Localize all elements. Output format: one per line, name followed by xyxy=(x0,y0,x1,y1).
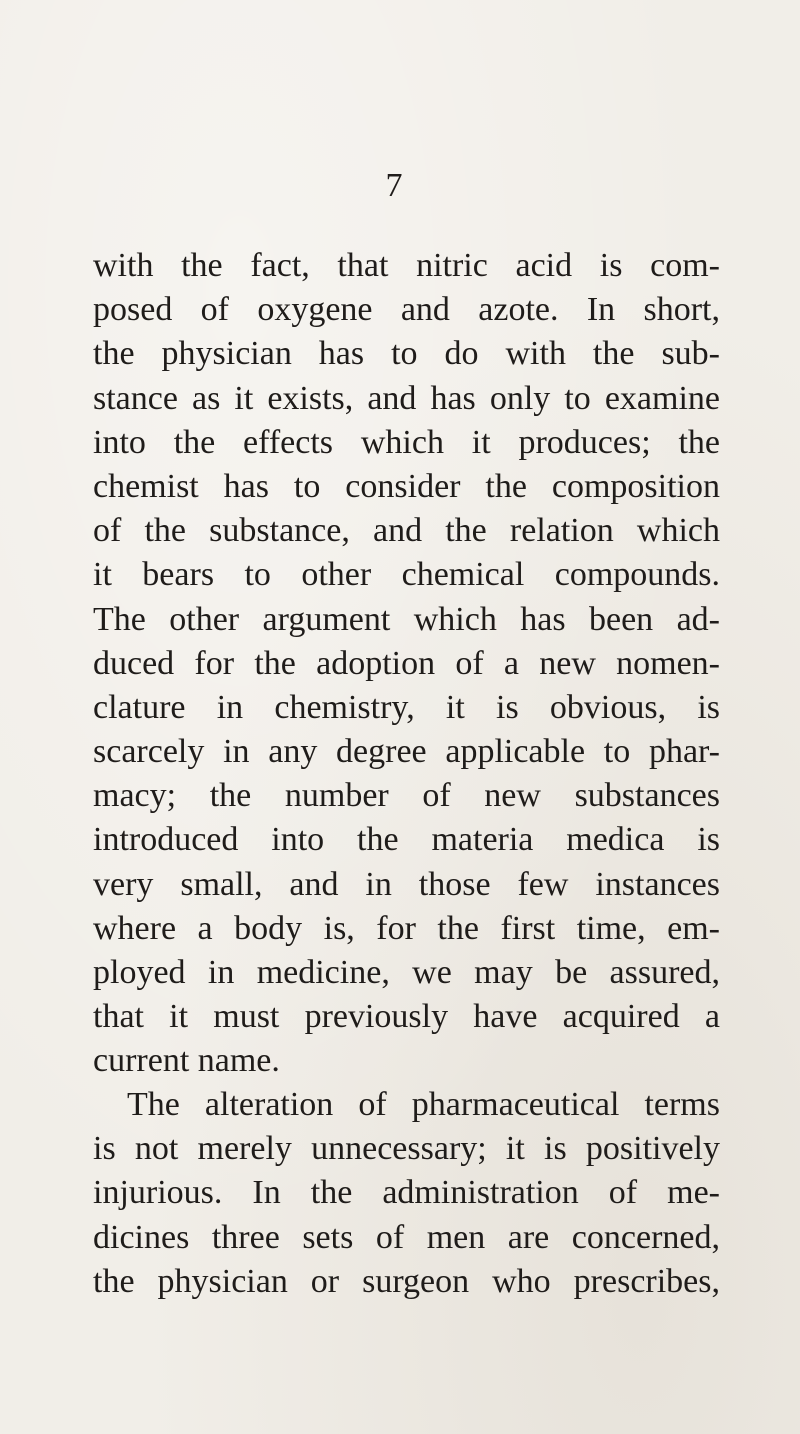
page-number: 7 xyxy=(385,167,403,204)
text-line: that it must previously have acquired a xyxy=(93,998,720,1036)
text-line: where a body is, for the first time, em- xyxy=(93,909,720,947)
text-line: very small, and in those few instances xyxy=(93,865,720,903)
text-line: posed of oxygene and azote. In short, xyxy=(93,291,720,329)
text-line: is not merely unnecessary; it is positively xyxy=(93,1130,720,1168)
text-line: introduced into the materia medica is xyxy=(93,821,720,859)
text-line: scarcely in any degree applicable to phar- xyxy=(93,733,720,771)
text-line: the physician has to do with the sub- xyxy=(93,335,720,373)
text-line: dicines three sets of men are concerned, xyxy=(93,1218,720,1256)
text-line: into the effects which it produces; the xyxy=(93,423,720,461)
text-line: duced for the adoption of a new nomen- xyxy=(93,644,720,682)
text-line: chemist has to consider the composition xyxy=(93,467,720,505)
text-line: injurious. In the administration of me- xyxy=(93,1174,720,1212)
text-line: clature in chemistry, it is obvious, is xyxy=(93,688,720,726)
text-line: the physician or surgeon who prescribes, xyxy=(93,1262,720,1300)
text-line: current name. xyxy=(93,1042,280,1080)
text-line: The alteration of pharmaceutical terms xyxy=(127,1086,720,1123)
text-line: The other argument which has been ad- xyxy=(93,600,720,638)
text-line: ployed in medicine, we may be assured, xyxy=(93,954,720,991)
text-line: of the substance, and the relation which xyxy=(93,512,720,550)
paragraph-2 xyxy=(93,1083,720,1304)
text-line: with the fact, that nitric acid is com- xyxy=(93,247,720,284)
text-line: macy; the number of new substances xyxy=(93,777,720,815)
text-line: stance as it exists, and has only to examine xyxy=(93,379,720,417)
paragraph-1 xyxy=(93,244,720,1084)
text-line: it bears to other chemical compounds. xyxy=(93,556,720,594)
